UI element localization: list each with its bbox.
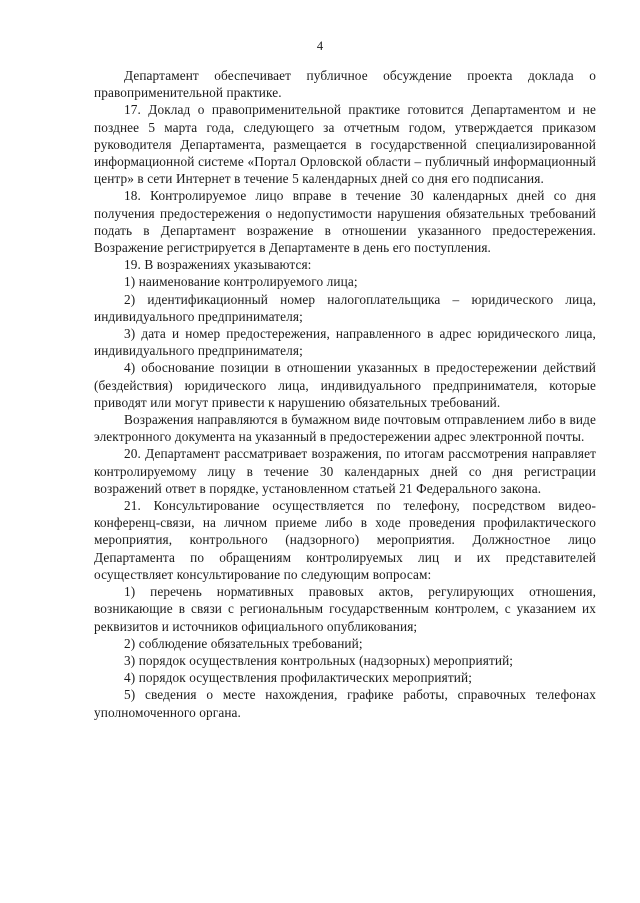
page-number: 4 [316,39,324,53]
paragraph-19-item-2: 2) идентификационный номер налогоплательщика – юридического лица, индивидуального предпринимателя; [94,291,596,324]
paragraph-21-item-3: 3) порядок осуществления контрольных (надзорных) мероприятий; [124,652,514,668]
paragraph-19-item-4: 4) обоснование позиции в отношении указанных в предостережении действий (бездействия) юридического лица, индивидуального предпринимателя, которые приводят или могут привести к нарушению обязательных требований. [94,360,596,410]
paragraph-19: 19. В возражениях указываются: [124,257,312,273]
paragraph-18: 18. Контролируемое лицо вправе в течение 30 календарных дней со дня получения предостережения о недопустимости нарушения обязательных требований подать в Департамент возражение в отношении указанного предостережения. Возражение регистрируется в Департаменте в день его поступления. [94,188,596,256]
paragraph-21-item-4: 4) порядок осуществления профилактических мероприятий; [124,670,472,686]
paragraph-19-item-1: 1) наименование контролируемого лица; [124,274,358,290]
paragraph-objections-delivery: Возражения направляются в бумажном виде почтовым отправлением либо в виде электронного документа на указанный в предостережении адрес электронной почты. [94,412,596,445]
document-body [94,67,596,721]
paragraph-17: 17. Доклад о правоприменительной практике готовится Департаментом и не позднее 5 марта года, следующего за отчетным годом, утверждается приказом руководителя Департамента, размещается в государственной специализированной информационной системе «Портал Орловской области – публичный информационный центр» в сети Интернет в течение 5 календарных дней со дня его подписания. [94,102,596,187]
paragraph-21-item-5: 5) сведения о месте нахождения, графике работы, справочных телефонах уполномоченного органа. [94,687,596,720]
paragraph-21-item-1: 1) перечень нормативных правовых актов, регулирующих отношения, возникающие в связи с региональным государственным контролем, с указанием их реквизитов и источников официального опубликования; [94,584,596,634]
paragraph-20: 20. Департамент рассматривает возражения, по итогам рассмотрения направляет контролируемому лицу в течение 30 календарных дней со дня регистрации возражений ответ в порядке, установленном статьей 21 Федерального закона. [94,446,596,496]
paragraph-public-discussion: Департамент обеспечивает публичное обсуждение проекта доклада о правоприменительной практике. [94,68,596,101]
paragraph-21-item-2: 2) соблюдение обязательных требований; [124,635,363,651]
paragraph-19-item-3: 3) дата и номер предостережения, направленного в адрес юридического лица, индивидуального предпринимателя; [94,326,596,359]
paragraph-21: 21. Консультирование осуществляется по телефону, посредством видео-конференц-связи, на личном приеме либо в ходе проведения профилактического мероприятия, контрольного (надзорного) мероприятия. Должностное лицо Департамента по обращениям контролируемых лиц и их представителей осуществляет консультирование по следующим вопросам: [94,498,596,582]
